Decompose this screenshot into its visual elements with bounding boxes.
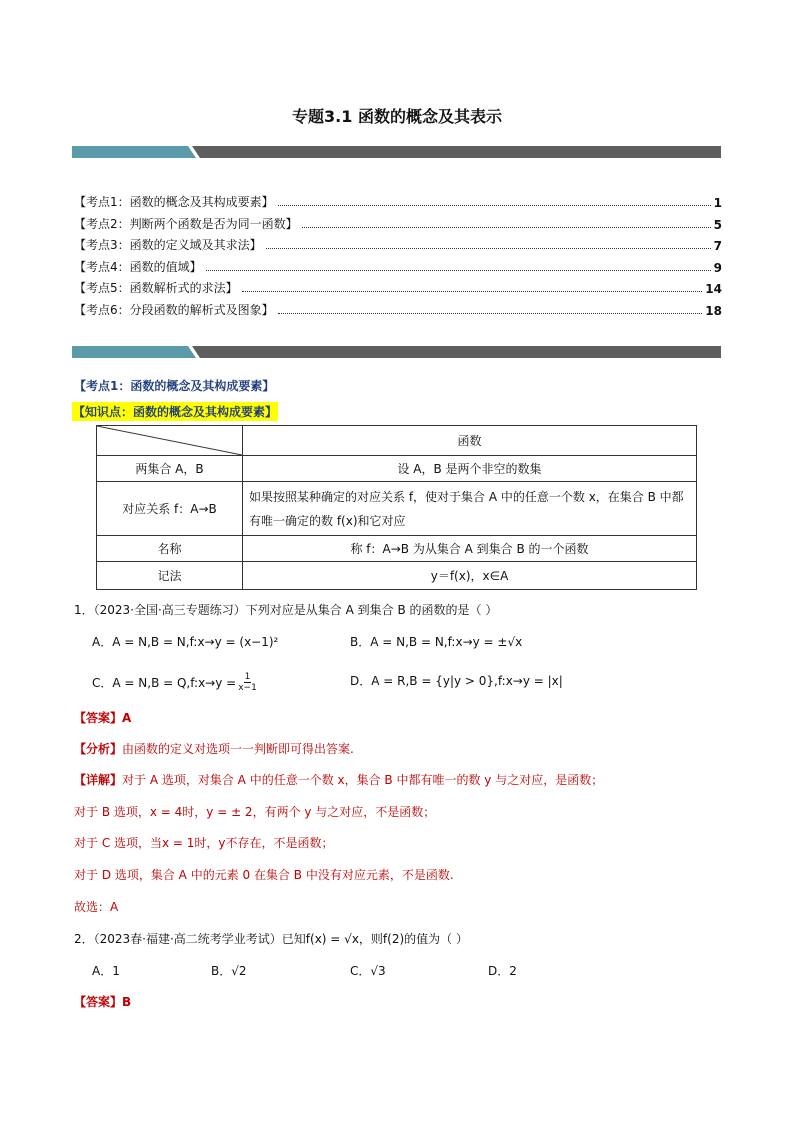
table-cell-value: y＝f(x)，x∈A xyxy=(243,562,697,590)
q2-answer xyxy=(74,993,131,1010)
toc-label: 【考点1：函数的概念及其构成要素】 xyxy=(74,195,274,209)
q2-option-b[interactable]: B．√2 xyxy=(211,964,247,978)
toc-item-2[interactable] xyxy=(74,212,722,232)
toc-page: 5 xyxy=(713,218,722,232)
table-cell-value: 如果按照某种确定的对应关系 f，使对于集合 A 中的任意一个数 x，在集合 B 中都有唯一确定的数 f(x)和它对应 xyxy=(243,482,697,536)
toc-item-4[interactable] xyxy=(74,255,722,275)
section-heading: 【考点1：函数的概念及其构成要素】 xyxy=(74,379,275,393)
detail-text: 对于 A 选项，对集合 A 中的任意一个数 x，集合 B 中都有唯一的数 y 与之对应，是函数； xyxy=(122,773,604,787)
definition-table xyxy=(96,425,697,590)
table-diagonal-cell xyxy=(97,426,243,456)
table-cell-label: 对应关系 f：A→B xyxy=(97,482,243,536)
q1-option-a[interactable]: A．A = N,B = N,f:x→y = (x−1)² xyxy=(92,635,279,649)
q1-detail-line-1 xyxy=(74,771,603,788)
toc-page: 18 xyxy=(705,304,722,318)
table-row xyxy=(97,536,697,562)
table-row xyxy=(97,456,697,482)
toc-item-5[interactable] xyxy=(74,276,722,296)
fraction xyxy=(238,672,257,693)
toc-label: 【考点5：函数解析式的求法】 xyxy=(74,281,238,295)
table-row xyxy=(97,482,697,536)
q1-option-b[interactable]: B．A = N,B = N,f:x→y = ±√x xyxy=(350,635,523,649)
toc-leader xyxy=(266,247,711,249)
analysis-text: 由函数的定义对选项一一判断即可得出答案. xyxy=(122,742,354,756)
toc-label: 【考点3：函数的定义域及其求法】 xyxy=(74,238,262,252)
q1-analysis xyxy=(74,740,354,757)
detail-label: 【详解】 xyxy=(74,773,123,787)
toc-item-1[interactable] xyxy=(74,190,722,210)
toc-leader xyxy=(242,290,703,292)
table-header-row xyxy=(97,426,697,456)
toc-page: 14 xyxy=(705,282,722,296)
table-cell-value: 设 A，B 是两个非空的数集 xyxy=(243,456,697,482)
table-cell-value: 称 f：A→B 为从集合 A 到集合 B 的一个函数 xyxy=(243,536,697,562)
toc-label: 【考点2：判断两个函数是否为同一函数】 xyxy=(74,217,298,231)
q2-option-d[interactable]: D．2 xyxy=(488,964,517,978)
header-band xyxy=(72,146,721,158)
toc-leader xyxy=(278,312,703,314)
table-cell-label: 记法 xyxy=(97,562,243,590)
answer-label: 【答案】 xyxy=(74,711,123,725)
toc-page: 7 xyxy=(713,239,722,253)
analysis-label: 【分析】 xyxy=(74,742,123,756)
question-1-stem: 1．（2023·全国·高三专题练习）下列对应是从集合 A 到集合 B 的函数的是（ ） xyxy=(74,603,498,617)
toc-item-3[interactable] xyxy=(74,233,722,253)
table-row xyxy=(97,562,697,590)
toc-label: 【考点4：函数的值域】 xyxy=(74,260,202,274)
fraction-numerator: 1 xyxy=(244,672,251,682)
q1-option-c-text: C．A = N,B = Q,f:x→y = xyxy=(92,676,237,690)
q1-option-c[interactable] xyxy=(92,672,257,693)
answer-value: A xyxy=(122,711,132,725)
toc-label: 【考点6：分段函数的解析式及图象】 xyxy=(74,303,274,317)
fraction-denominator: x−1 xyxy=(238,683,257,693)
q1-detail-line-3: 对于 C 选项，当x = 1时，y不存在，不是函数； xyxy=(74,836,334,850)
page-title: 专题3.1 函数的概念及其表示 xyxy=(292,107,502,126)
table-cell-label: 名称 xyxy=(97,536,243,562)
toc-page: 9 xyxy=(713,261,722,275)
toc-leader xyxy=(302,226,711,228)
q1-answer xyxy=(74,709,131,726)
table-header: 函数 xyxy=(243,426,697,456)
answer-value: B xyxy=(122,995,132,1009)
q1-option-d[interactable]: D．A = R,B = {y|y > 0},f:x→y = |x| xyxy=(350,674,563,688)
section-band xyxy=(72,346,721,358)
knowledge-point-label: 【知识点：函数的概念及其构成要素】 xyxy=(72,402,278,421)
q1-detail-line-4: 对于 D 选项，集合 A 中的元素 0 在集合 B 中没有对应元素，不是函数. xyxy=(74,868,454,882)
q2-option-a[interactable]: A．1 xyxy=(92,964,120,978)
toc-item-6[interactable] xyxy=(74,298,722,318)
toc-leader xyxy=(206,269,711,271)
toc-page: 1 xyxy=(713,196,722,210)
table-cell-label: 两集合 A，B xyxy=(97,456,243,482)
question-2-stem: 2．（2023春·福建·高二统考学业考试）已知f(x) = √x，则f(2)的值为（ ） xyxy=(74,932,468,946)
toc-leader xyxy=(278,204,711,206)
q1-detail-line-2: 对于 B 选项，x = 4时，y = ± 2，有两个 y 与之对应，不是函数； xyxy=(74,805,436,819)
answer-label: 【答案】 xyxy=(74,995,123,1009)
q2-option-c[interactable]: C．√3 xyxy=(350,964,386,978)
q1-conclusion: 故选：A xyxy=(74,900,119,914)
